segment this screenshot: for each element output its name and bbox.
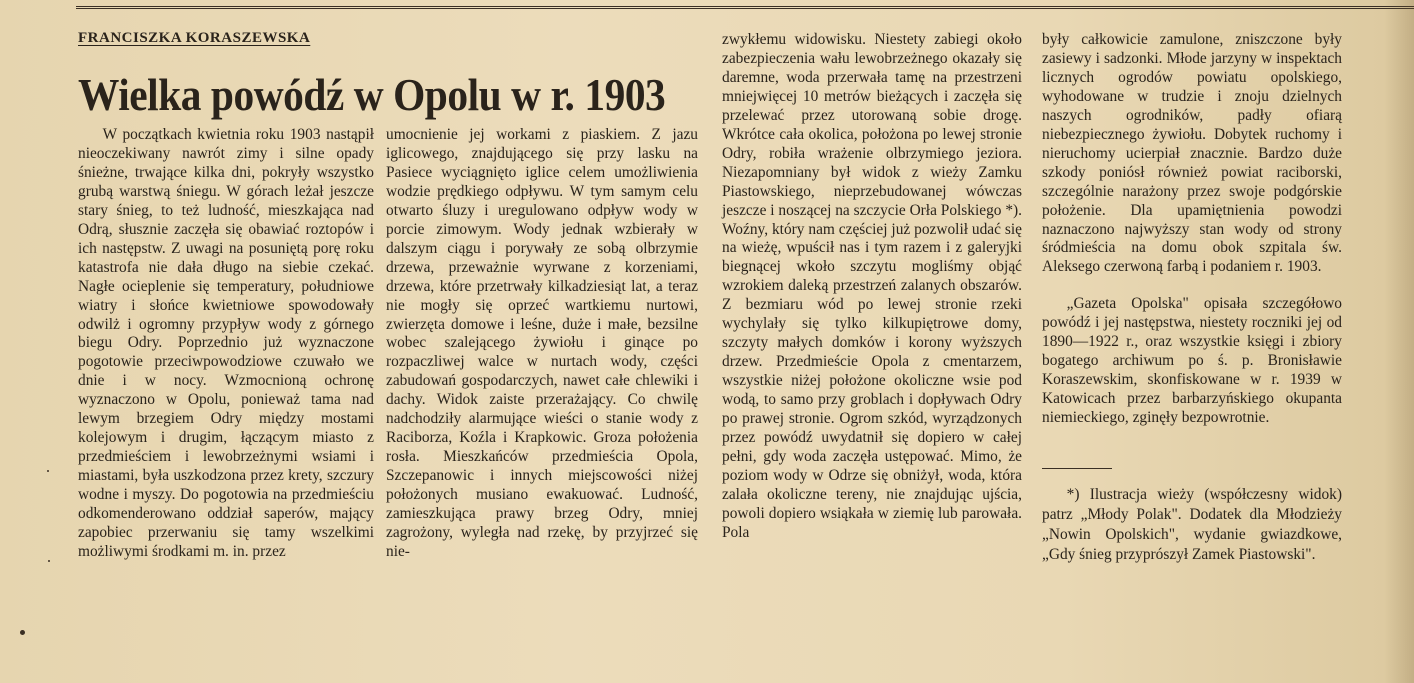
footnote-divider [1042, 468, 1112, 469]
text-column-1 [78, 126, 374, 562]
paragraph: „Gazeta Opolska" opisała szczegółowo powódź i jej następstwa, niestety roczniki jej od 1890—1922 r., oraz wszystkie księgi i zbiory bogatego archiwum po ś. p. Bronisławie Koraszewskim, skonfiskowane w r. 1939 w Katowicach przez barbarzyńskiego okupanta niemieckiego, zginęły bezpowrotnie. [1042, 295, 1342, 427]
page-fold-shadow [1384, 0, 1414, 683]
text-column-3 [722, 31, 1022, 543]
top-rule [76, 6, 1414, 9]
paragraph: zwykłemu widowisku. Niestety zabiegi około zabezpieczenia wału lewobrzeżnego okazały się daremne, woda przerwała tamę na przestrzeni mniejwięcej 10 metrów bieżących i zaczęła się przelewać przez utorowaną sobie drogę. Wkrótce cała okolica, położona po lewej stronie Odry, robiła wrażenie olbrzymiego jeziora. Niezapomniany był widok z wieży Zamku Piastowskiego, nieprzebudowanej wówczas jeszcze i noszącej na szczycie Orła Polskiego *). Woźny, który nam częściej już pozwolił udać się na wieżę, wpuścił nas i tym razem i z galeryjki biegnącej wkoło szczytu mogliśmy objąć wzrokiem daleką przestrzeń zalanych obszarów. Z bezmiaru wód po lewej stronie rzeki wychylały się tylko kilkupiętrowe domy, szczyty małych domków i korony wyższych drzew. Przedmieście Opola z cmentarzem, wszystkie niżej położone okoliczne wsie pod wodą, to samo przy groblach i dopływach Odry po prawej stronie. Ogrom szkód, wyrządzonych przez powódź uwydatnił się dopiero w całej pełni, gdy woda zaczęła ustępować. Mimo, że poziom wody w Odrze się obniżył, woda, która zalała okoliczne tereny, nie znajdując ujścia, powoli dopiero wsiąkała w ziemię lub parowała. Pola [722, 31, 1022, 541]
ink-speck [47, 470, 49, 472]
footnote [1042, 485, 1342, 565]
paragraph: umocnienie jej workami z piaskiem. Z jazu iglicowego, znajdującego się przy lasku na Pasiece wyciągnięto iglice celem umożliwienia wodzie prędkiego odpływu. W tym samym celu otwarto śluzy i uregulowano odpływ wody w porcie zimowym. Wody jednak wzbierały w dalszym ciągu i porywały ze sobą olbrzymie drzewa, przeważnie wyrwane z korzeniami, drzewa, które przetrwały kilkadziesiąt lat, a teraz nie mogły się oprzeć wartkiemu nurtowi, zwierzęta domowe i leśne, duże i małe, bezsilne wobec szalejącego żywiołu i ginące po rozpaczliwej walce w nurtach wody, części zabudowań gospodarczych, nawet całe chlewiki i dachy. Widok zaiste przerażający. Co chwilę nadchodziły alarmujące wieści o stanie wody z Raciborza, Koźla i Krapkowic. Groza położenia rosła. Mieszkańców przedmieścia Opola, Szczepanowic i innych miejscowości niżej położonych musiano ewakuować. Ludność, zamieszkująca prawy brzeg Odry, mniej zagrożony, wyległa nad rzekę, by przyjrzeć się nie- [386, 126, 698, 560]
footnote-text: *) Ilustracja wieży (współczesny widok) patrz „Młody Polak". Dodatek dla Młodzieży „Nowin Opolskich", wydanie gwiazdkowe, „Gdy śnieg przyprószył Zamek Piastowski". [1042, 486, 1342, 563]
paragraph: W początkach kwietnia roku 1903 nastąpił nieoczekiwany nawrót zimy i silne opady śnieżne, trwające kilka dni, pokryły wszystko grubą warstwą śniegu. W górach leżał jeszcze stary śnieg, to też ludność, mieszkająca nad Odrą, słusznie zaczęła się obawiać roztopów i ich następstw. Z uwagi na posuniętą porę roku katastrofa nie dała długo na siebie czekać. Nagłe ocieplenie się temperatury, południowe wiatry i słońce kwietniowe spowodowały odwilż i ogromny przypływ wody z górnego biegu Odry. Poprzednio już wyznaczone pogotowie przeciwpowodziowe czuwało we dnie i w nocy. Wzmocnioną ochronę wyznaczono w Opolu, ponieważ tama nad lewym brzegiem Odry między mostami kolejowym i drugim, łączącym miasto z przedmieściem i lewobrzeżnymi wsiami i miastami, była uszkodzona przez krety, szczury wodne i myszy. Do pogotowia na przedmieściu odkomenderowano oddział saperów, mający zapobiec przerwaniu się tamy wszelkimi możliwymi środkami m. in. przez [78, 126, 374, 560]
paragraph: były całkowicie zamulone, zniszczone były zasiewy i sadzonki. Młode jarzyny w inspektach licznych ogrodów powiatu opolskiego, wyhodowane w trudzie i znoju dzielnych naszych ogrodników, padły ofiarą niebezpiecznego żywiołu. Dobytek ruchomy i nieruchomy ucierpiał znacznie. Bardzo duże szkody poniósł również powiat raciborski, szczególnie narażony przez swoje podgórskie położenie. Dla upamiętnienia powodzi naznaczono najwyższy stan wody od strony śródmieścia na domu obok szpitala św. Aleksego czerwoną farbą i podaniem r. 1903. [1042, 31, 1342, 276]
author-byline: FRANCISZKA KORASZEWSKA [78, 30, 311, 46]
ink-speck [20, 630, 25, 635]
ink-speck [48, 560, 50, 562]
text-column-2 [386, 126, 698, 562]
article-title: Wielka powódź w Opolu w r. 1903 [78, 70, 666, 120]
text-column-4 [1042, 31, 1342, 428]
